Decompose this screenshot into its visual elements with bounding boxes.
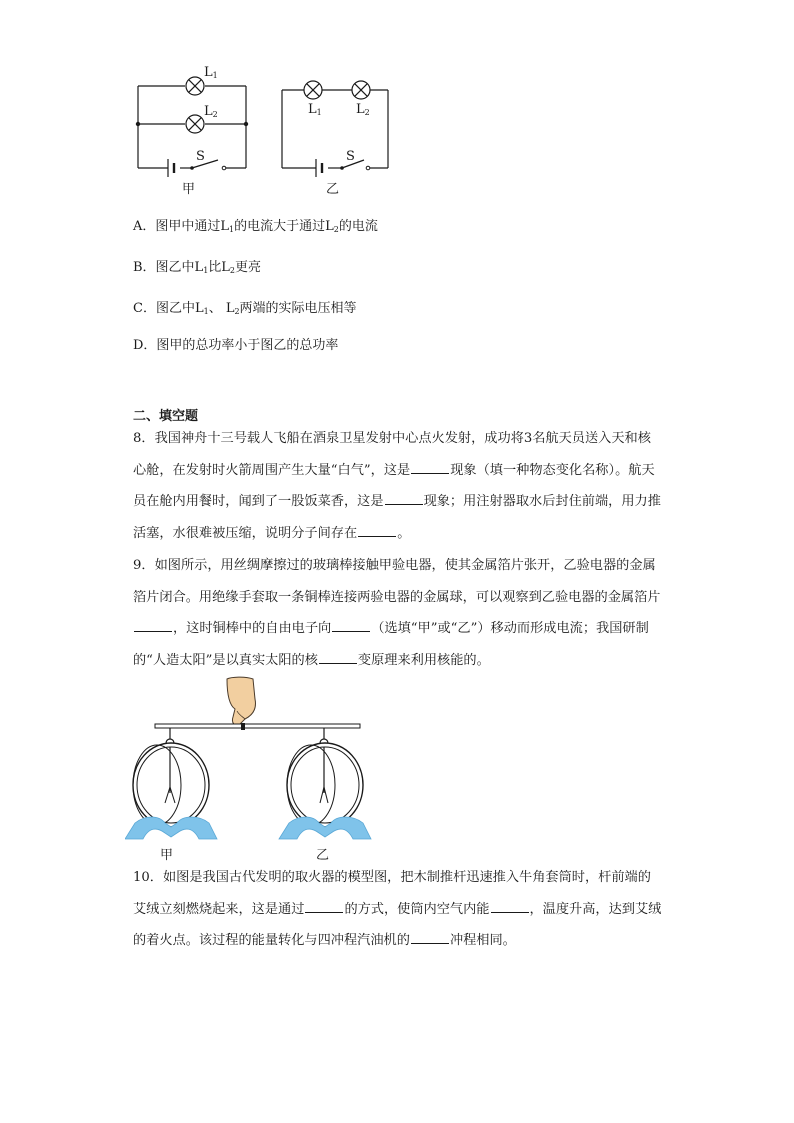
q9-blank-3[interactable] — [319, 649, 357, 664]
circuit-a-lamp2-label: $L_2$ — [204, 104, 218, 119]
circuit-a-lamp1-label: $L_1$ — [204, 65, 218, 80]
question-10: 10．如图是我国古代发明的取火器的模型图，把木制推杆迅速推入牛角套筒时，杆前端的艾绒立刻燃烧起来，这是通过 的方式，使筒内空气内能 ，温度升高，达到艾绒的着火点。该过程的能量转化与四冲程汽油机的 冲程相同。 — [133, 870, 662, 948]
q10-blank-2[interactable] — [491, 898, 529, 913]
q10-blank-3[interactable] — [411, 929, 449, 944]
circuit-b-caption: 乙 — [326, 182, 340, 197]
electroscope-right-caption: 乙 — [316, 848, 330, 863]
circuit-b-lamp2-label: $L_2$ — [356, 102, 370, 117]
circuit-b-lamp1-label: $L_1$ — [308, 102, 322, 117]
electroscope-left-caption: 甲 — [160, 848, 174, 863]
option-a[interactable]: A．图甲中通过$L_1$的电流大于通过$L_2$的电流 — [133, 219, 378, 234]
electroscope-left — [125, 728, 217, 839]
q9-blank-2[interactable] — [332, 617, 370, 632]
q8-blank-1[interactable] — [411, 459, 449, 474]
section-title: 二、填空题 — [133, 409, 199, 424]
q10-blank-1[interactable] — [305, 898, 343, 913]
question-8: 8．我国神舟十三号载人飞船在酒泉卫星发射中心点火发射，成功将3名航天员送入天和核心舱，在发射时火箭周围产生大量“白气”，这是 现象（填一种物态变化名称）。航天员在舱内用餐时，闻到了一股饭菜香，这是 现象；用注射器取水后封住前端，用力推活塞，水很难被压缩，说明分子间存在 。 — [133, 431, 661, 541]
electroscope-right — [279, 728, 371, 839]
circuit-a-switch-label: S — [196, 149, 205, 164]
option-b[interactable]: B．图乙中$L_1$比$L_2$更亮 — [133, 260, 262, 275]
circuit-b-switch-label: S — [346, 149, 355, 164]
option-d[interactable]: D．图甲的总功率小于图乙的总功率 — [133, 338, 339, 353]
option-c[interactable]: C．图乙中$L_1$、 $L_2$两端的实际电压相等 — [133, 301, 357, 316]
question-9: 9．如图所示，用丝绸摩擦过的玻璃棒接触甲验电器，使其金属箔片张开，乙验电器的金属箔片闭合。用绝缘手套取一条铜棒连接两验电器的金属球，可以观察到乙验电器的金属箔片，这时铜棒中的自由电子向 （选填“甲”或“乙”）移动而形成电流；我国研制的“人造太阳”是以真实太阳的核 变原理来利用核能的。 — [133, 558, 661, 668]
q8-blank-3[interactable] — [358, 522, 396, 537]
circuit-a-caption: 甲 — [182, 182, 196, 197]
electroscope-illustration — [125, 675, 385, 845]
q9-blank-1[interactable] — [134, 617, 172, 632]
q8-blank-2[interactable] — [385, 490, 423, 505]
